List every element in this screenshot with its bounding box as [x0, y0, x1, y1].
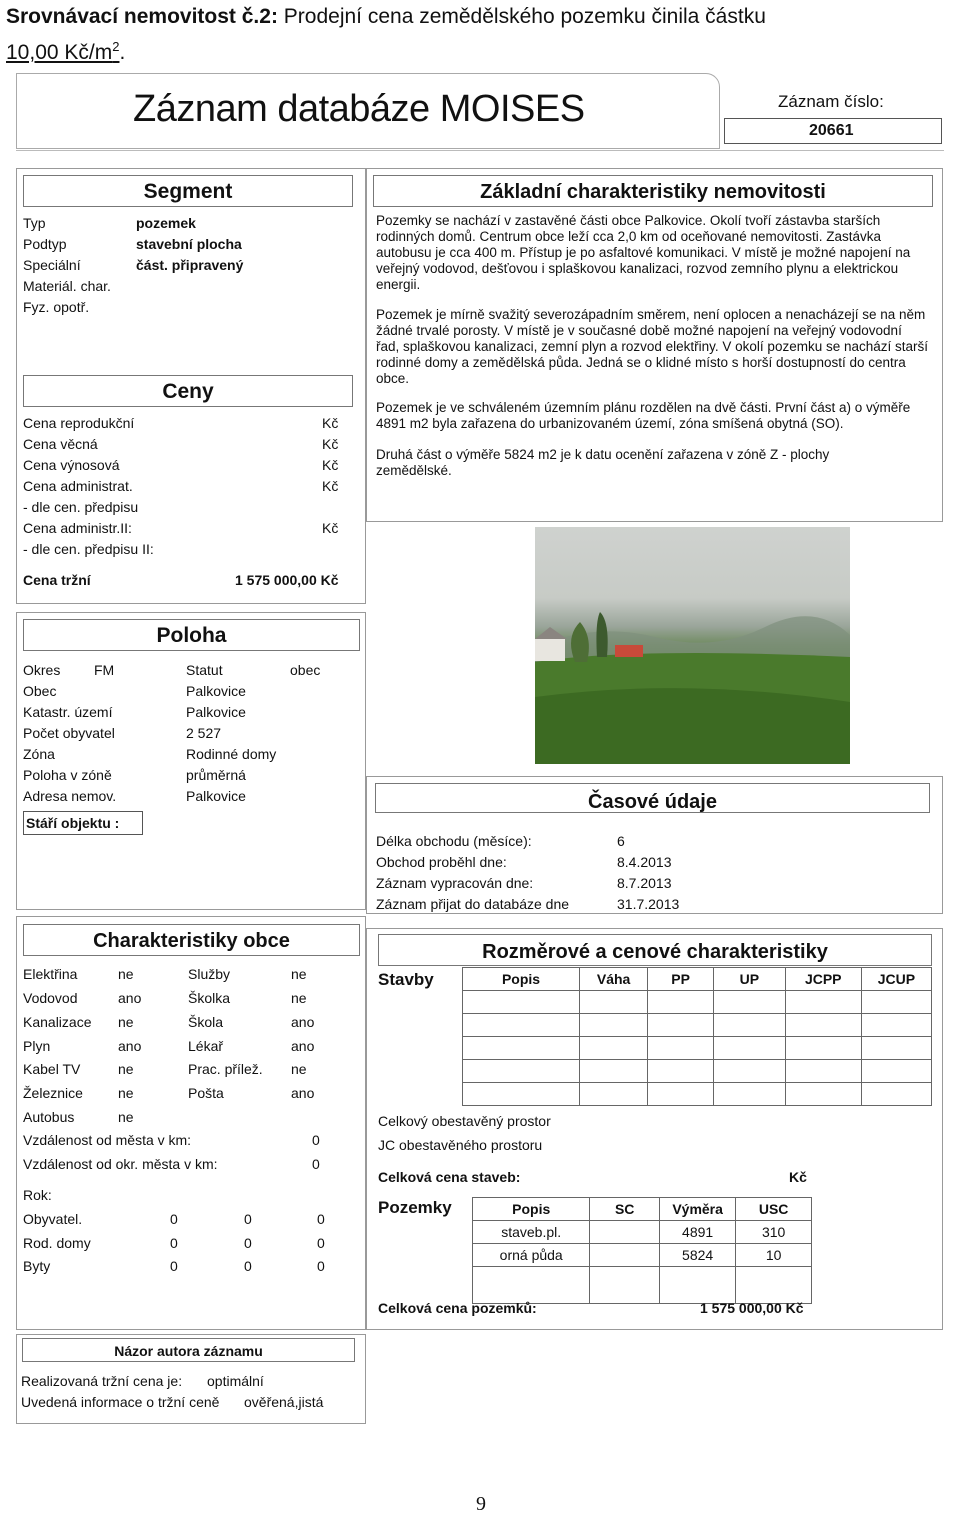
obec-value: ano	[291, 1014, 315, 1030]
stat-label: Obyvatel.	[23, 1211, 83, 1227]
market-price-label: Cena tržní	[23, 572, 91, 588]
nazor-value: ověřená,jistá	[244, 1394, 324, 1410]
zakladni-paragraph: Pozemek je ve schváleném územním plánu rozdělen na dvě části. První část a) o výměře 4891 m2 byla zařazena do urbanizovaném území, zóna smíšená obytná (SO).	[376, 400, 911, 431]
stat-label: Rod. domy	[23, 1235, 91, 1251]
cena-pozemku-value: 1 575 000,00 Kč	[700, 1300, 804, 1316]
obec-value: ne	[291, 990, 307, 1006]
cena-staveb-unit: Kč	[789, 1169, 807, 1185]
ceny-title: Ceny	[23, 375, 353, 407]
poloha-label: Počet obyvatel	[23, 725, 115, 741]
vzdalenost-okres-label: Vzdálenost od okr. města v km:	[23, 1156, 218, 1172]
pozemek-popis: staveb.pl.	[473, 1221, 590, 1244]
cena-pozemku-label: Celková cena pozemků:	[378, 1300, 537, 1316]
casove-label: Délka obchodu (měsíce):	[376, 833, 532, 849]
heading-price: 10,00 $Kč/m^2$	[6, 39, 120, 64]
table-row	[473, 1244, 812, 1267]
stavby-label: Stavby	[378, 970, 434, 989]
casove-title: Časové údaje	[375, 783, 930, 813]
vzdalenost-mesto-value: 0	[312, 1132, 320, 1148]
property-photo	[535, 527, 850, 764]
page-heading: Srovnávací nemovitost č.2: Prodejní cena zemědělského pozemku činila částku 10,00 $Kč/m^2$.	[6, 5, 766, 64]
zakladni-paragraph: Druhá část o výměře 5824 m2 je k datu ocenění zařazena v zóně Z - plochy zemědělské.	[376, 447, 830, 478]
table-row	[473, 1267, 812, 1304]
poloha-value: 2 527	[186, 725, 222, 741]
table-row	[473, 1221, 812, 1244]
obec-value: ne	[291, 1061, 307, 1077]
segment-label: Podtyp	[23, 236, 67, 252]
poloha-label: Zóna	[23, 746, 55, 762]
obec-label: Lékař	[188, 1038, 224, 1054]
obec-label: Pošta	[188, 1085, 224, 1101]
heading-bold: Srovnávací nemovitost č.2:	[6, 5, 278, 28]
segment-value: stavební plocha	[136, 236, 242, 252]
ceny-label: Cena administr.II:	[23, 520, 132, 536]
col-header: JCUP	[861, 968, 931, 991]
nazor-value: optimální	[207, 1373, 264, 1389]
statut-value: obec	[290, 662, 321, 678]
casove-value: 31.7.2013	[617, 896, 680, 912]
stavby-table	[462, 967, 932, 1106]
jc-prostor-label: JC obestavěného prostoru	[378, 1137, 543, 1153]
stat-value: 0	[244, 1258, 252, 1274]
obec-label: Školka	[188, 990, 231, 1006]
obec-title: Charakteristiky obce	[23, 924, 360, 956]
record-number-box	[724, 118, 942, 144]
poloha-value: Palkovice	[186, 704, 246, 720]
poloha-value: Palkovice	[186, 683, 246, 699]
vzdalenost-mesto-label: Vzdálenost od města v km:	[23, 1132, 192, 1148]
poloha-value: Palkovice	[186, 788, 246, 804]
segment-label: Typ	[23, 215, 46, 231]
obec-value: ne	[118, 1014, 134, 1030]
heading-text: Prodejní cena zemědělského pozemku činila částku	[283, 5, 766, 28]
pozemek-usc: 310	[736, 1221, 812, 1244]
col-header: USC	[736, 1198, 812, 1221]
casove-value: 8.7.2013	[617, 875, 672, 891]
stat-value: 0	[317, 1235, 325, 1251]
segment-label: Speciální	[23, 257, 81, 273]
table-row	[463, 1083, 932, 1106]
cena-staveb-label: Celková cena staveb:	[378, 1169, 521, 1185]
obec-value: ne	[291, 966, 307, 982]
casove-label: Obchod proběhl dne:	[376, 854, 507, 870]
poloha-label: Poloha v zóně	[23, 767, 112, 783]
col-header: Výměra	[659, 1198, 735, 1221]
ceny-unit: Kč	[322, 457, 339, 473]
obec-label: Vodovod	[23, 990, 78, 1006]
ceny-unit: Kč	[322, 415, 339, 431]
pozemek-sc	[590, 1221, 660, 1244]
zakladni-title: Základní charakteristiky nemovitosti	[373, 175, 933, 207]
obec-value: ano	[118, 1038, 142, 1054]
celkovy-prostor-label: Celkový obestavěný prostor	[378, 1113, 551, 1129]
stat-value: 0	[244, 1235, 252, 1251]
pozemky-table	[472, 1197, 812, 1304]
obec-value: ne	[118, 1061, 134, 1077]
nazor-title: Názor autora záznamu	[22, 1338, 355, 1362]
autobus-value: ne	[118, 1109, 134, 1125]
segment-value: pozemek	[136, 215, 196, 231]
segment-label: Fyz. opotř.	[23, 299, 90, 315]
page-number: 9	[476, 1493, 486, 1515]
obec-label: Kabel TV	[23, 1061, 81, 1077]
poloha-value: průměrná	[186, 767, 246, 783]
obec-label: Elektřina	[23, 966, 78, 982]
stat-value: 0	[170, 1235, 178, 1251]
pozemek-popis: orná půda	[473, 1244, 590, 1267]
casove-value: 8.4.2013	[617, 854, 672, 870]
obec-value: ano	[118, 990, 142, 1006]
stari-objektu: Stáří objektu :	[23, 811, 143, 835]
segment-title: Segment	[23, 175, 353, 207]
obec-label: Plyn	[23, 1038, 51, 1054]
ceny-unit: Kč	[322, 520, 339, 536]
ceny-label: Cena reprodukční	[23, 415, 135, 431]
obec-label: Železnice	[23, 1085, 83, 1101]
ceny-label: - dle cen. předpisu	[23, 499, 139, 515]
segment-value: část. připravený	[136, 257, 244, 273]
stat-value: 0	[170, 1258, 178, 1274]
obec-value: ne	[118, 966, 134, 982]
stat-value: 0	[317, 1258, 325, 1274]
zakladni-paragraph: Pozemek je mírně svažitý severozápadním směrem, není oplocen a nenacházejí se na něm žádné trvalé porosty. V místě je v současné době možné napojení na veřejný vodovodní řad, splaškovou kanalizaci, zemní plyn a rozvod elektřiny. V okolí pozemku se nachází starší rodinné domy a zemědělská půda. Jedná se o klidné místo s horší dostupností do centra obce.	[376, 307, 929, 386]
stavby-header-row	[463, 968, 932, 991]
vzdalenost-okres-value: 0	[312, 1156, 320, 1172]
col-header: PP	[648, 968, 714, 991]
okres-label: Okres	[23, 662, 61, 678]
ceny-unit: Kč	[322, 478, 339, 494]
autobus-label: Autobus	[23, 1109, 75, 1125]
nazor-label: Realizovaná tržní cena je:	[21, 1373, 183, 1389]
pozemek-vymera: 5824	[659, 1244, 735, 1267]
ceny-unit: Kč	[322, 436, 339, 452]
rozmerove-title: Rozměrové a cenové charakteristiky	[378, 934, 932, 966]
header-divider	[16, 150, 944, 151]
casove-label: Záznam přijat do databáze dne	[376, 896, 570, 912]
statut-label: Statut	[186, 662, 223, 678]
record-label: Záznam číslo:	[778, 92, 884, 111]
db-title-box	[16, 73, 720, 149]
poloha-label: Katastr. území	[23, 704, 113, 720]
table-row	[463, 1014, 932, 1037]
obec-label: Prac. přílež.	[188, 1061, 263, 1077]
obec-label: Služby	[188, 966, 231, 982]
obec-label: Kanalizace	[23, 1014, 92, 1030]
ceny-label: Cena administrat.	[23, 478, 133, 494]
stat-label: Byty	[23, 1258, 51, 1274]
okres-value: FM	[94, 662, 115, 678]
col-header: Popis	[463, 968, 580, 991]
nazor-label: Uvedená informace o tržní ceně	[21, 1394, 220, 1410]
obec-label: Škola	[188, 1014, 224, 1030]
poloha-title: Poloha	[23, 619, 360, 651]
ceny-label: Cena výnosová	[23, 457, 120, 473]
obec-value: ano	[291, 1038, 315, 1054]
ceny-label: Cena věcná	[23, 436, 98, 452]
segment-label: Materiál. char.	[23, 278, 111, 294]
table-row	[463, 1037, 932, 1060]
poloha-label: Obec	[23, 683, 57, 699]
pozemek-usc: 10	[736, 1244, 812, 1267]
stat-value: 0	[317, 1211, 325, 1227]
zakladni-paragraph: Pozemky se nachází v zastavěné části obce Palkovice. Okolí tvoří zástavba starších rodinných domů. Centrum obce leží cca 2,0 km od oceňované nemovitosti. Zastávka autobusu je cca 400 m. Přístup je po asfaltové komunikaci. V místě je možné napojení na veřejný vodovod, dešťovou i splaškovou kanalizaci, rozvod zemního plynu a elektrickou energii.	[376, 213, 911, 292]
obec-value: ne	[118, 1085, 134, 1101]
pozemky-label: Pozemky	[378, 1198, 452, 1217]
poloha-value: Rodinné domy	[186, 746, 277, 762]
record-number: 20661	[809, 122, 854, 139]
stat-value: 0	[170, 1211, 178, 1227]
pozemek-vymera: 4891	[659, 1221, 735, 1244]
casove-value: 6	[617, 833, 625, 849]
casove-label: Záznam vypracován dne:	[376, 875, 534, 891]
pozemek-sc	[590, 1244, 660, 1267]
col-header: Váha	[580, 968, 648, 991]
db-title: Záznam databáze MOISES	[133, 88, 585, 130]
table-row	[463, 991, 932, 1014]
pozemky-header-row	[473, 1198, 812, 1221]
col-header: SC	[590, 1198, 660, 1221]
landscape-image	[535, 527, 850, 764]
ceny-label: - dle cen. předpisu II:	[23, 541, 154, 557]
poloha-label: Adresa nemov.	[23, 788, 117, 804]
col-header: Popis	[473, 1198, 590, 1221]
table-row	[463, 1060, 932, 1083]
obec-value: ano	[291, 1085, 315, 1101]
col-header: UP	[714, 968, 786, 991]
rok-label: Rok:	[23, 1187, 52, 1203]
col-header: JCPP	[785, 968, 861, 991]
market-price-value: 1 575 000,00 Kč	[235, 572, 339, 588]
stat-value: 0	[244, 1211, 252, 1227]
